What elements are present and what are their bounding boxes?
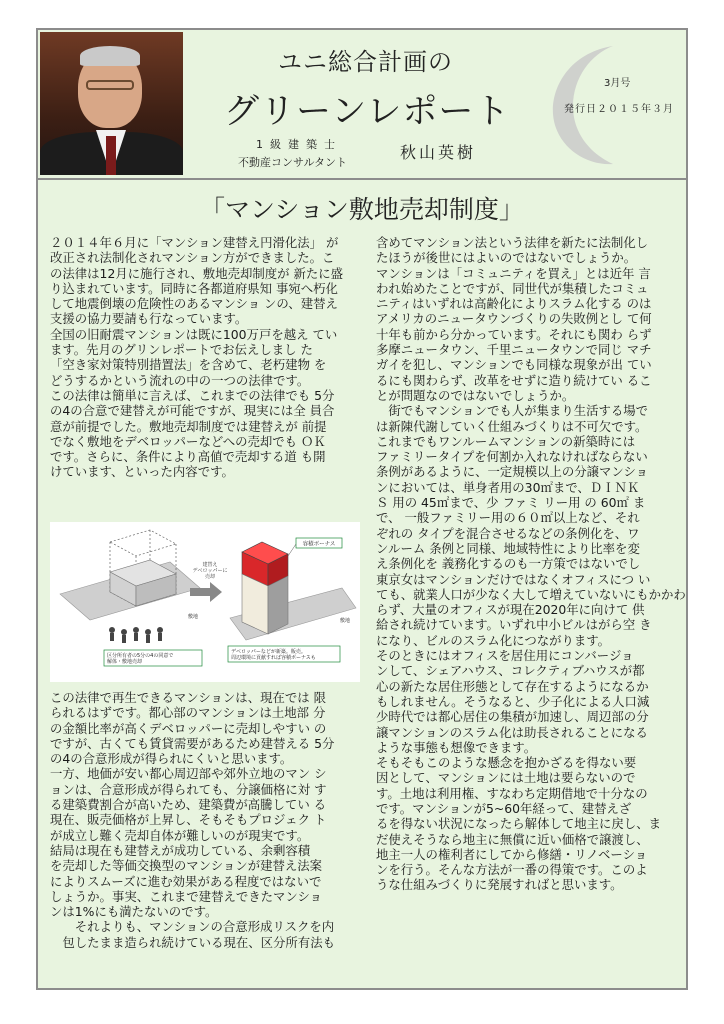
text-line: でなく敷地をデベロッパーなどへの売却でも ＯＫ	[50, 433, 326, 449]
newsletter-subtitle: ユニ総合計画の	[278, 48, 453, 76]
text-line: 改正され法制化されマンション方ができました。こ	[50, 250, 335, 266]
text-line: 十年も前から分かっています。それにも関わ らず	[376, 326, 652, 342]
text-line: 結局は現在も建替えが成功している、余剰容積	[50, 842, 311, 858]
text-line: たほうが後世にはよいのではないでしょうか。	[376, 250, 637, 266]
text-line: ような事態も想像できます。	[376, 739, 537, 755]
text-line: 因として、マンションには土地は要らないので	[376, 770, 636, 786]
residents-figures	[109, 627, 163, 643]
article-left-column-top	[50, 235, 343, 480]
text-line: 多摩ニュータウン、千里ニュータウンで同じ マチ	[376, 342, 652, 358]
author-photo	[40, 32, 183, 175]
publication-date: 発行日２０１５年３月	[564, 104, 674, 115]
text-line: の金額比率が高くデベロッパーに売却しやすい の	[50, 720, 327, 736]
text-line: 東京女はマンションだけではなくオフィスにつ い	[376, 571, 651, 587]
text-line: る建築費割合が高いため、建築費が高騰してい る	[50, 797, 327, 813]
text-line: マンションは「コミュニティを買え」とは近年 言	[376, 265, 651, 281]
author-role: 1級建築士	[256, 138, 342, 151]
text-line: の法律は12月に施行され、敷地売却制度が 新たに盛	[50, 265, 344, 281]
text-line: ンルーム 条例と同様、地域特性により比率を変	[376, 540, 640, 556]
text-line: り込まれています。同時に各都道府県知 事宛へ朽化	[50, 280, 338, 296]
text-line: ２０１４年６月に「マンション建替え円滑化法」 が	[50, 235, 339, 250]
text-line: ても、就業人口が少なく大して増えていないにもかかわ	[376, 586, 686, 602]
text-line: うな仕組みづくりに発展すればと思います。	[376, 877, 623, 893]
text-line: 支援の協力要請も行なっています。	[50, 311, 248, 327]
text-line: して地震倒壊の危険性のあるマンショ ンの、建替え	[50, 296, 338, 312]
text-line: 地主一人の権利者にしてから修繕・リノベーショ	[376, 846, 648, 862]
text-line: 心の新たな居住形態として存在するようになるか	[376, 678, 649, 694]
text-line: を売却した等価交換型のマンションが建替え法案	[50, 858, 323, 874]
text-line: え条例化を 義務化するのも一方策ではないでし	[376, 556, 641, 572]
issue-label: 3月号	[604, 78, 631, 89]
text-line: われ始めたことですが、同世代が集積したコミュ	[376, 280, 649, 296]
text-line: らず、大量のオフィスが現在2020年に向けて 供	[376, 602, 645, 618]
text-line: 「空き家対策特別措置法」を含めて、老朽建物 を	[50, 357, 327, 373]
site-label-right: 敷地	[340, 618, 351, 624]
text-line: しょうか。事実、これまで建替えできたマンショ	[50, 888, 323, 904]
text-line: それよりも、マンションの合意形成リスクを内	[50, 919, 335, 935]
text-line: ニティはいずれは高齢化によりスラム化する のは	[376, 296, 652, 312]
text-line: そもそもこのような懸念を抱かざるを得ない要	[376, 755, 637, 771]
newsletter-page	[36, 28, 688, 990]
article-left-column-bottom	[50, 690, 335, 950]
text-line: ョンは、合意形成が得られても、分譲価格に対 す	[50, 781, 327, 797]
bonus-label: 容積ボーナス	[302, 541, 336, 548]
text-line: ガイを犯し、マンションでも同様な現象が出 てい	[376, 357, 652, 373]
text-line: で、 一般ファミリー用の６０㎡以上など、それ	[376, 510, 640, 526]
caption-left: 区分所有者の5分の4の同意で解体・敷地売却	[107, 653, 174, 665]
photo-glasses	[86, 80, 134, 90]
photo-tie	[106, 136, 116, 175]
bonus-leader-line	[288, 544, 296, 556]
diagram-svg	[50, 522, 360, 682]
text-line: この法律で再生できるマンションは、現在では 限	[50, 690, 326, 705]
text-line: 給され続けています。いずれ中小ビルはがら空 き	[376, 617, 652, 633]
text-line: とが問題なのではないでしょうか。	[376, 387, 575, 403]
text-line: Ｓ 用の 45㎡まで、少 ファミ リー用 の 60㎡ ま	[376, 495, 646, 511]
text-line: これまでもワンルームマンションの新築時には	[376, 433, 636, 449]
text-line: 現在、販売価格が上昇し、そもそもプロジェク ト	[50, 812, 327, 828]
text-line: るを得ない状況になったら解体して地主に戻し、ま	[376, 816, 661, 832]
text-line: どうするかという流れの中の一つの法律です。	[50, 372, 310, 388]
caption-right: デベロッパーなどが新築。販売。周辺環境に貢献すれば容積ボーナスも	[231, 649, 316, 661]
text-line: もしれません。そうなると、少子化による人口減	[376, 693, 650, 709]
text-line: この法律は簡単に言えば、これまでの法律でも 5分	[50, 387, 335, 403]
text-line: だ使えそうなら地主に無償に近い価格で譲渡し、	[376, 831, 649, 847]
text-line: です。マンションが5~60年経って、建替えざ	[376, 800, 632, 816]
text-line: 意が前提でした。敷地売却制度では建替えが 前提	[50, 418, 327, 434]
text-line: ンにおいては、単身者用の30㎡まで、ＤＩＮＫ	[376, 479, 640, 495]
text-line: 全国の旧耐震マンションは既に100万戸を越え てい	[50, 326, 338, 342]
text-line: 条例があるように、一定規模以上の分譲マンショ	[376, 464, 649, 480]
text-line: の4の合意で建替えが可能ですが、現実には全 員合	[50, 403, 335, 419]
text-line: す。土地は利用権、すなわち定期借地で十分なの	[376, 785, 648, 801]
text-line: そのときにはオフィスを居住用にコンバージョ	[376, 648, 634, 664]
header-divider	[38, 178, 686, 180]
text-line: ます。先月のグリンレポートでお伝えしまし た	[50, 342, 313, 358]
text-line: です。さらに、条件により高値で売却する道 も開	[50, 449, 326, 465]
redevelopment-diagram	[50, 522, 360, 682]
newsletter-title: グリーンレポート	[224, 92, 511, 132]
text-line: は新陳代謝していく仕組みづくりは不可欠です。	[376, 418, 648, 434]
text-line: アメリカのニュータウンづくりの失敗例とし て何	[376, 311, 652, 327]
text-line: になり、ビルのスラム化につながります。	[376, 632, 611, 648]
site-label-left: 敷地	[188, 614, 199, 620]
text-line: ンを行う。そんな方法が一番の得策です。このよ	[376, 862, 648, 878]
text-line: 少時代では都心居住の集積が加速し、周辺部の分	[376, 709, 649, 725]
text-line: られるはずです。都心部のマンションは土地部 分	[50, 705, 326, 721]
text-line: 街でもマンションでも人が集まり生活する場で	[376, 403, 649, 419]
header	[38, 30, 686, 177]
photo-hair	[80, 46, 140, 66]
text-line: 包したまま造られ続けている現在、区分所有法も	[50, 934, 335, 950]
text-line: が成立し難く売却自体が難しいのが現実です。	[50, 827, 310, 843]
text-line: 譲マンションのスラム化は助長されることになる	[376, 724, 648, 740]
text-line: 含めてマンション法という法律を新たに法制化し	[376, 235, 649, 250]
author-name: 秋山英樹	[400, 143, 477, 162]
text-line: ぞれの タイプを混合させるなどの条例化を、ワ	[376, 525, 640, 541]
text-line: ですが、古くても賃貸需要があるため建替える 5分	[50, 735, 335, 751]
text-line: ンは1%にも満たないのです。	[50, 904, 218, 920]
text-line: ファミリータイプを何割か入れなければならない	[376, 449, 648, 465]
text-line: ンして、シェアハウス、コレクティブハウスが都	[376, 663, 645, 679]
text-line: の4の合意形成が得られにくいと思います。	[50, 751, 293, 767]
author-role-2: 不動産コンサルタント	[238, 156, 348, 169]
text-line: 一方、地価が安い都心周辺部や郊外立地のマン シ	[50, 766, 327, 782]
text-line: るにも関わらず、改革をせずに造り続けてい るこ	[376, 372, 652, 388]
text-line: によりスムーズに進む効果がある程度ではないで	[50, 873, 322, 889]
arrow-label: 建替えデベロッパーに売却	[192, 562, 228, 580]
new-building-right-face	[268, 576, 288, 634]
article-title: 「マンション敷地売却制度」	[200, 195, 524, 224]
article-right-column	[376, 235, 686, 893]
text-line: けています、といった内容です。	[50, 464, 234, 480]
